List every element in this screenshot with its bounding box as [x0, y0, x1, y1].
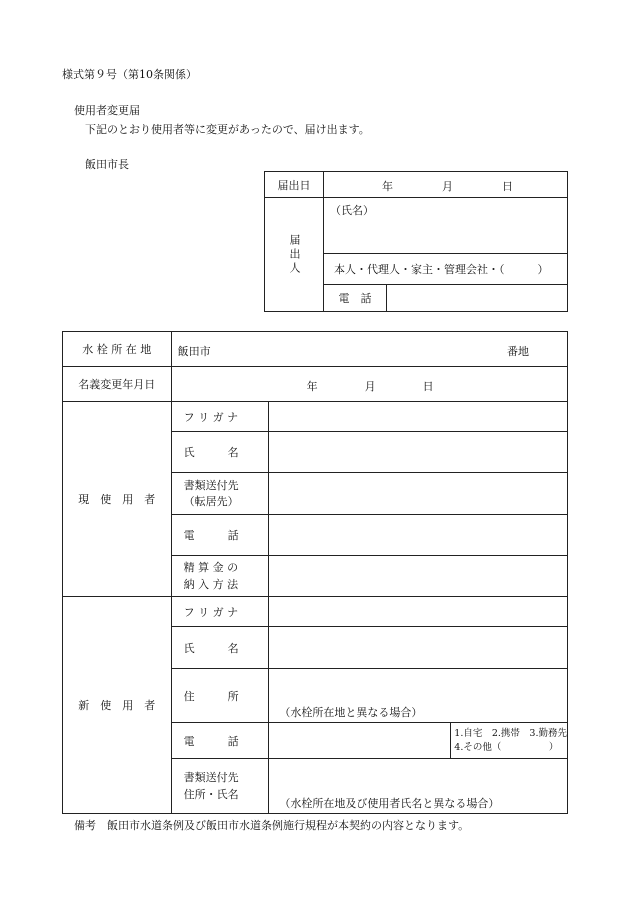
- notifier-table: [264, 171, 568, 312]
- current-mailing-label-1: 書類送付先: [183, 478, 239, 492]
- relation-options[interactable]: 本人・代理人・家主・管理会社・（ ）: [324, 254, 568, 285]
- new-mailing-label-1: 書類送付先: [183, 771, 239, 784]
- new-phone-options-1: 1.自宅 2.携帯 3.勤務先: [454, 727, 567, 739]
- new-address-label: 住 所: [171, 669, 269, 723]
- new-phone-label: 電 話: [171, 723, 269, 759]
- current-settlement-field[interactable]: [269, 556, 568, 597]
- current-name-field[interactable]: [269, 432, 568, 473]
- notifier-name-field[interactable]: [324, 198, 568, 254]
- main-table: [62, 331, 568, 814]
- change-month: 月: [364, 380, 376, 393]
- new-address-field[interactable]: [269, 669, 568, 723]
- footer-remark: 備考 飯田市水道条例及び飯田市水道条例施行規程が本契約の内容となります。: [74, 819, 470, 832]
- change-date-label: 名義変更年月日: [63, 367, 172, 402]
- new-name-field[interactable]: [269, 627, 568, 669]
- current-settlement-label: [171, 556, 269, 597]
- notifier-phone-field[interactable]: [387, 285, 568, 312]
- new-mailing-field[interactable]: [269, 759, 568, 814]
- date-field[interactable]: [324, 172, 568, 198]
- form-number: 様式第９号（第10条関係）: [62, 68, 197, 81]
- new-phone-options[interactable]: [451, 723, 568, 759]
- location-label: 水 栓 所 在 地: [63, 332, 172, 367]
- day-label: 日: [502, 180, 513, 193]
- addressee: 飯田市長: [85, 158, 129, 171]
- current-phone-field[interactable]: [269, 515, 568, 556]
- date-label: 届出日: [265, 172, 324, 198]
- new-name-label: 氏 名: [171, 627, 269, 669]
- notifier-phone-label: 電 話: [324, 285, 387, 312]
- notifier-label-text: 届出人: [288, 233, 301, 276]
- new-phone-options-2: 4.その他（ ）: [454, 741, 559, 753]
- new-address-note: （水栓所在地と異なる場合）: [279, 706, 423, 719]
- current-mailing-label-2: （転居先）: [183, 494, 239, 508]
- current-furigana-field[interactable]: [269, 402, 568, 432]
- intro-text: 下記のとおり使用者等に変更があったので、届け出ます。: [85, 123, 370, 136]
- new-mailing-label-2: 住所・氏名: [183, 788, 239, 801]
- new-mailing-label: [171, 759, 269, 814]
- location-field[interactable]: [171, 332, 567, 367]
- current-settlement-label-2: 納 入 方 法: [183, 578, 239, 591]
- location-city: 飯田市: [177, 345, 211, 358]
- current-settlement-label-1: 精 算 金 の: [183, 561, 239, 574]
- current-user-label: 現 使 用 者: [63, 402, 172, 597]
- notifier-label: [265, 198, 324, 312]
- change-year: 年: [306, 380, 318, 393]
- current-mailing-field[interactable]: [269, 473, 568, 515]
- new-furigana-label: フ リ ガ ナ: [171, 597, 269, 627]
- new-user-label: 新 使 用 者: [63, 597, 172, 814]
- current-mailing-label: [171, 473, 269, 515]
- location-suffix: 番地: [507, 345, 529, 358]
- month-label: 月: [442, 180, 453, 193]
- new-furigana-field[interactable]: [269, 597, 568, 627]
- name-label: （氏名）: [330, 204, 374, 217]
- new-mailing-note: （水栓所在地及び使用者氏名と異なる場合）: [279, 797, 500, 810]
- current-name-label: 氏 名: [171, 432, 269, 473]
- change-day: 日: [422, 380, 434, 393]
- form-title: 使用者変更届: [74, 104, 140, 117]
- year-label: 年: [382, 180, 393, 193]
- change-date-field[interactable]: [171, 367, 567, 402]
- current-furigana-label: フ リ ガ ナ: [171, 402, 269, 432]
- current-phone-label: 電 話: [171, 515, 269, 556]
- new-phone-field[interactable]: [269, 723, 451, 759]
